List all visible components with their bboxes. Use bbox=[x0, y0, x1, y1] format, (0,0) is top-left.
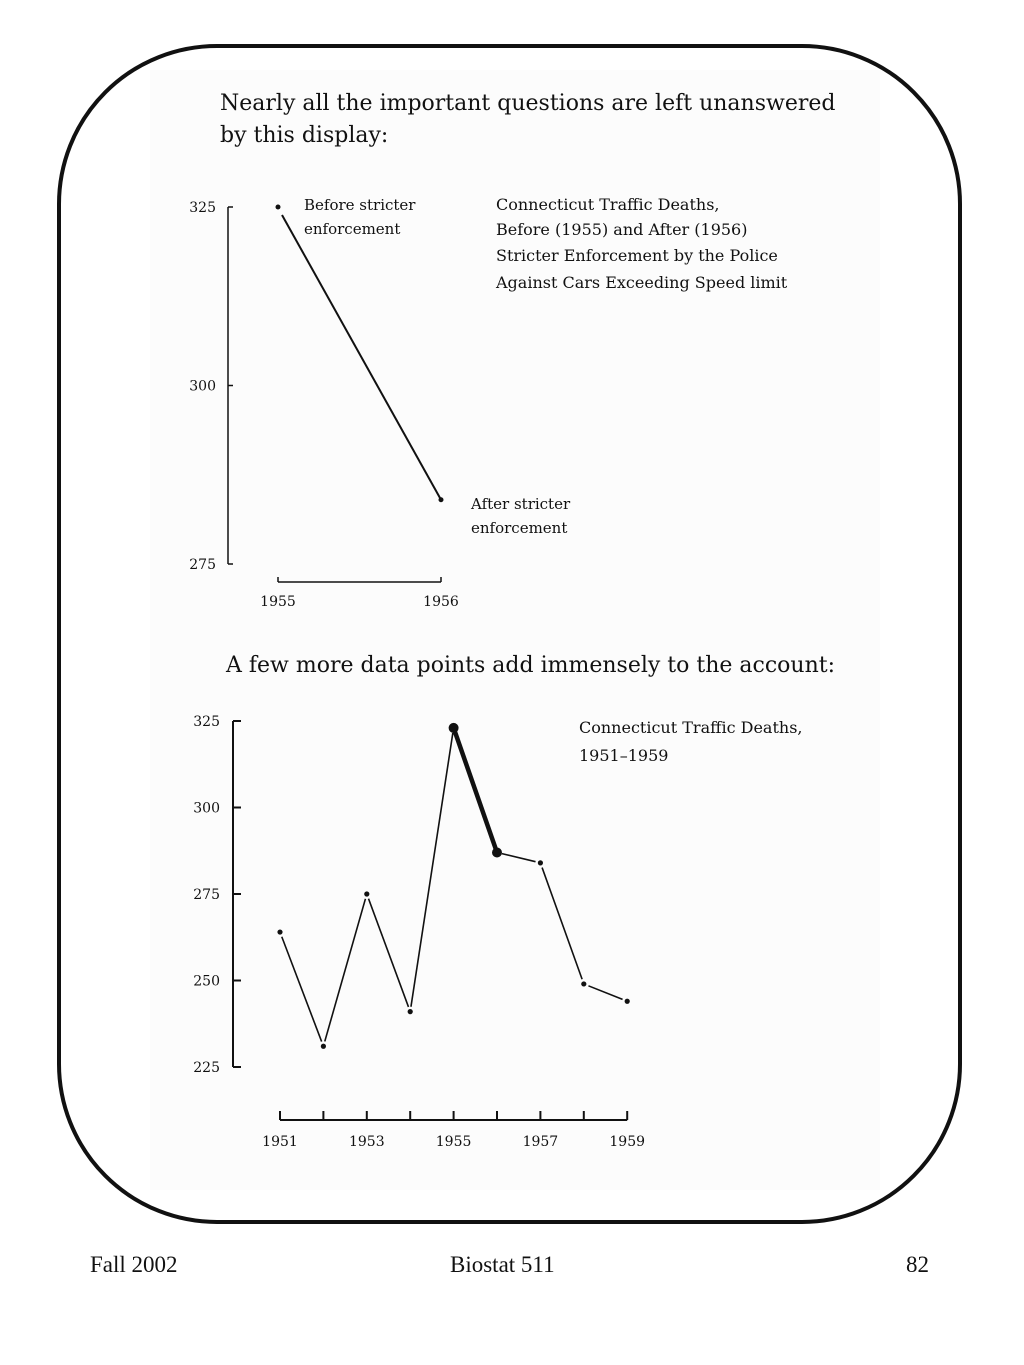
data-point bbox=[408, 1009, 413, 1014]
annotation-after: enforcement bbox=[471, 519, 568, 537]
y-tick-label: 225 bbox=[193, 1060, 220, 1076]
series-segment bbox=[542, 868, 582, 980]
y-tick-label: 325 bbox=[189, 200, 216, 216]
chart1-title-line: Before (1955) and After (1956) bbox=[496, 220, 748, 239]
series-segment bbox=[588, 986, 622, 1000]
x-tick-label: 1959 bbox=[609, 1134, 646, 1150]
data-point bbox=[364, 891, 369, 896]
highlight-point bbox=[449, 723, 459, 733]
y-tick-label: 250 bbox=[193, 973, 220, 990]
x-tick-label: 1955 bbox=[435, 1134, 472, 1150]
series-segment bbox=[502, 854, 536, 862]
chart1-title-line: Connecticut Traffic Deaths, bbox=[496, 195, 720, 214]
chart1-title-line: Stricter Enforcement by the Police bbox=[496, 246, 778, 265]
x-tick-label: 1951 bbox=[262, 1134, 298, 1150]
highlight-segment bbox=[454, 728, 497, 853]
data-point bbox=[581, 981, 586, 986]
chart1-title-line: Against Cars Exceeding Speed limit bbox=[496, 273, 788, 292]
footer-course-term: Fall 2002 bbox=[90, 1252, 178, 1277]
x-tick-label: 1953 bbox=[348, 1134, 385, 1150]
x-tick-label: 1957 bbox=[522, 1134, 559, 1150]
data-point bbox=[538, 860, 543, 865]
y-tick-label: 275 bbox=[189, 557, 216, 573]
series-segment bbox=[411, 733, 453, 1007]
highlight-point bbox=[492, 847, 502, 857]
data-point bbox=[277, 929, 282, 934]
intro-text: Nearly all the important questions are left unanswered by this display: bbox=[220, 91, 836, 148]
annotation-after: After stricter bbox=[471, 495, 571, 513]
series-segment bbox=[282, 937, 322, 1042]
data-point bbox=[625, 999, 630, 1004]
series-segment bbox=[369, 899, 409, 1007]
annotation-before: enforcement bbox=[304, 220, 401, 238]
data-point bbox=[321, 1044, 326, 1049]
series-segment bbox=[325, 899, 366, 1042]
footer-course-name: Biostat 511 bbox=[450, 1252, 555, 1277]
y-tick-label: 300 bbox=[189, 378, 216, 395]
chart2-title-line: 1951–1959 bbox=[579, 746, 669, 765]
y-tick-label: 300 bbox=[193, 800, 220, 817]
mid-text: A few more data points add immensely to the account: bbox=[226, 653, 835, 678]
x-tick-label: 1956 bbox=[423, 594, 459, 610]
chart2-title-line: Connecticut Traffic Deaths, bbox=[579, 718, 803, 737]
footer-page-number: 82 bbox=[906, 1252, 929, 1277]
annotation-before: Before stricter bbox=[304, 196, 416, 214]
y-tick-label: 325 bbox=[193, 714, 220, 730]
y-tick-label: 275 bbox=[193, 887, 220, 903]
x-tick-label: 1955 bbox=[260, 594, 296, 610]
